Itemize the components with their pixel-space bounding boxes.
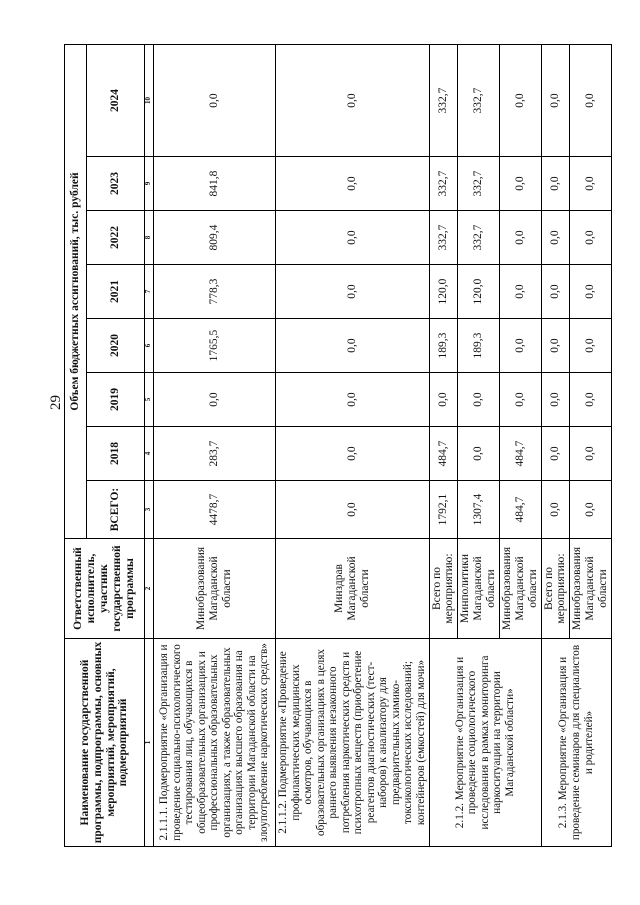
value-cell: 0,0 (541, 319, 570, 373)
header-year: 2021 (87, 265, 145, 319)
value-cell: 189,3 (429, 319, 458, 373)
value-cell: 0,0 (276, 45, 430, 157)
index-cell: 9 (145, 157, 154, 211)
row-name: 2.1.1.1. Подмероприятие «Организация и проведение социально-психологического тестирования лиц, обучающихся в общеобразовательных организациях и профессиональных образовательных организациях, а также образовательных организациях высшего образования на территории Магаданской области на злоупотребление наркотических средств» (154, 639, 276, 847)
header-year: 2019 (87, 373, 145, 427)
value-cell: 0,0 (570, 211, 612, 265)
value-cell: 0,0 (458, 373, 500, 427)
value-cell: 0,0 (541, 427, 570, 481)
value-cell: 332,7 (458, 45, 500, 157)
value-cell: 120,0 (458, 265, 500, 319)
rotated-page (64, 45, 610, 847)
budget-table (64, 44, 612, 847)
value-cell: 332,7 (429, 211, 458, 265)
value-cell: 484,7 (499, 481, 541, 539)
value-cell: 484,7 (499, 427, 541, 481)
value-cell: 0,0 (154, 373, 276, 427)
value-cell: 0,0 (541, 373, 570, 427)
value-cell: 189,3 (458, 319, 500, 373)
value-cell: 0,0 (570, 319, 612, 373)
value-cell: 0,0 (429, 373, 458, 427)
header-year: 2022 (87, 211, 145, 265)
value-cell: 0,0 (458, 427, 500, 481)
value-cell: 0,0 (570, 427, 612, 481)
header-year: 2023 (87, 157, 145, 211)
value-cell: 0,0 (154, 45, 276, 157)
value-cell: 0,0 (499, 157, 541, 211)
value-cell: 0,0 (541, 481, 570, 539)
value-cell: 332,7 (429, 45, 458, 157)
value-cell: 0,0 (570, 157, 612, 211)
value-cell: 120,0 (429, 265, 458, 319)
value-cell: 778,3 (154, 265, 276, 319)
value-cell: 0,0 (499, 211, 541, 265)
header-year: 2018 (87, 427, 145, 481)
value-cell: 4478,7 (154, 481, 276, 539)
value-cell: 0,0 (541, 265, 570, 319)
value-cell: 332,7 (429, 157, 458, 211)
header-year: 2020 (87, 319, 145, 373)
row-name: 2.1.1.2. Подмероприятие «Проведение профилактических медицинских осмотров, обучающихся в образовательных организациях в целях раннего выявления незаконного потребления наркотических средств и психотропных веществ (приобретение реагентов диагностических (тест-наборов) к анализатору для предварительных химико-токсикологических исследований; контейнеров (емкостей) для мочи» (276, 639, 430, 847)
table-row (276, 45, 430, 847)
value-cell: 809,4 (154, 211, 276, 265)
value-cell: 0,0 (541, 157, 570, 211)
value-cell: 0,0 (276, 319, 430, 373)
value-cell: 0,0 (499, 319, 541, 373)
value-cell: 1307,4 (458, 481, 500, 539)
index-cell: 1 (145, 639, 154, 847)
value-cell: 0,0 (276, 157, 430, 211)
index-cell: 10 (145, 45, 154, 157)
value-cell: 0,0 (276, 211, 430, 265)
value-cell: 0,0 (570, 45, 612, 157)
value-cell: 0,0 (276, 427, 430, 481)
value-cell: 0,0 (541, 45, 570, 157)
index-cell: 6 (145, 319, 154, 373)
row-executor: Минобразования Магаданской области (570, 539, 612, 639)
index-cell: 3 (145, 481, 154, 539)
index-cell: 8 (145, 211, 154, 265)
row-executor: Минполитики Магаданской области (458, 539, 500, 639)
value-cell: 841,8 (154, 157, 276, 211)
value-cell: 0,0 (570, 481, 612, 539)
index-cell: 5 (145, 373, 154, 427)
value-cell: 0,0 (570, 373, 612, 427)
index-cell: 4 (145, 427, 154, 481)
value-cell: 332,7 (458, 157, 500, 211)
row-name: 2.1.3. Мероприятие «Организация и проведение семинаров для специалистов и родителей» (541, 639, 611, 847)
table-row (154, 45, 276, 847)
index-cell: 2 (145, 539, 154, 639)
value-cell: 484,7 (429, 427, 458, 481)
value-cell: 0,0 (541, 211, 570, 265)
value-cell: 283,7 (154, 427, 276, 481)
row-executor: Минобразования Магаданской области (154, 539, 276, 639)
header-budget: Объем бюджетных ассигнований, тыс. рублей (65, 45, 87, 539)
header-name: Наименование государственной программы, подпрограммы, основных мероприятий, мероприятий, подмероприятий (65, 639, 145, 847)
value-cell: 0,0 (276, 481, 430, 539)
value-cell: 1765,5 (154, 319, 276, 373)
value-cell: 0,0 (499, 45, 541, 157)
value-cell: 0,0 (570, 265, 612, 319)
table-row (541, 45, 570, 847)
row-executor: Всего по мероприятию: (429, 539, 458, 639)
value-cell: 332,7 (458, 211, 500, 265)
row-name: 2.1.2. Мероприятие «Организация и проведение социологического исследования в рамках мониторинга наркоситуации на территории Магаданской области» (429, 639, 541, 847)
value-cell: 0,0 (499, 373, 541, 427)
value-cell: 0,0 (499, 265, 541, 319)
page-number: 29 (48, 395, 64, 410)
row-executor: Всего по мероприятию: (541, 539, 570, 639)
header-total: ВСЕГО: (87, 481, 145, 539)
header-year: 2024 (87, 45, 145, 157)
row-executor: Минобразования Магаданской области (499, 539, 541, 639)
row-executor: Минздрав Магаданской области (276, 539, 430, 639)
value-cell: 0,0 (276, 373, 430, 427)
table-row (429, 45, 458, 847)
value-cell: 1792,1 (429, 481, 458, 539)
index-cell: 7 (145, 265, 154, 319)
index-row (145, 45, 154, 847)
value-cell: 0,0 (276, 265, 430, 319)
header-executor: Ответственный исполнитель, участник государственной программы (65, 539, 145, 639)
